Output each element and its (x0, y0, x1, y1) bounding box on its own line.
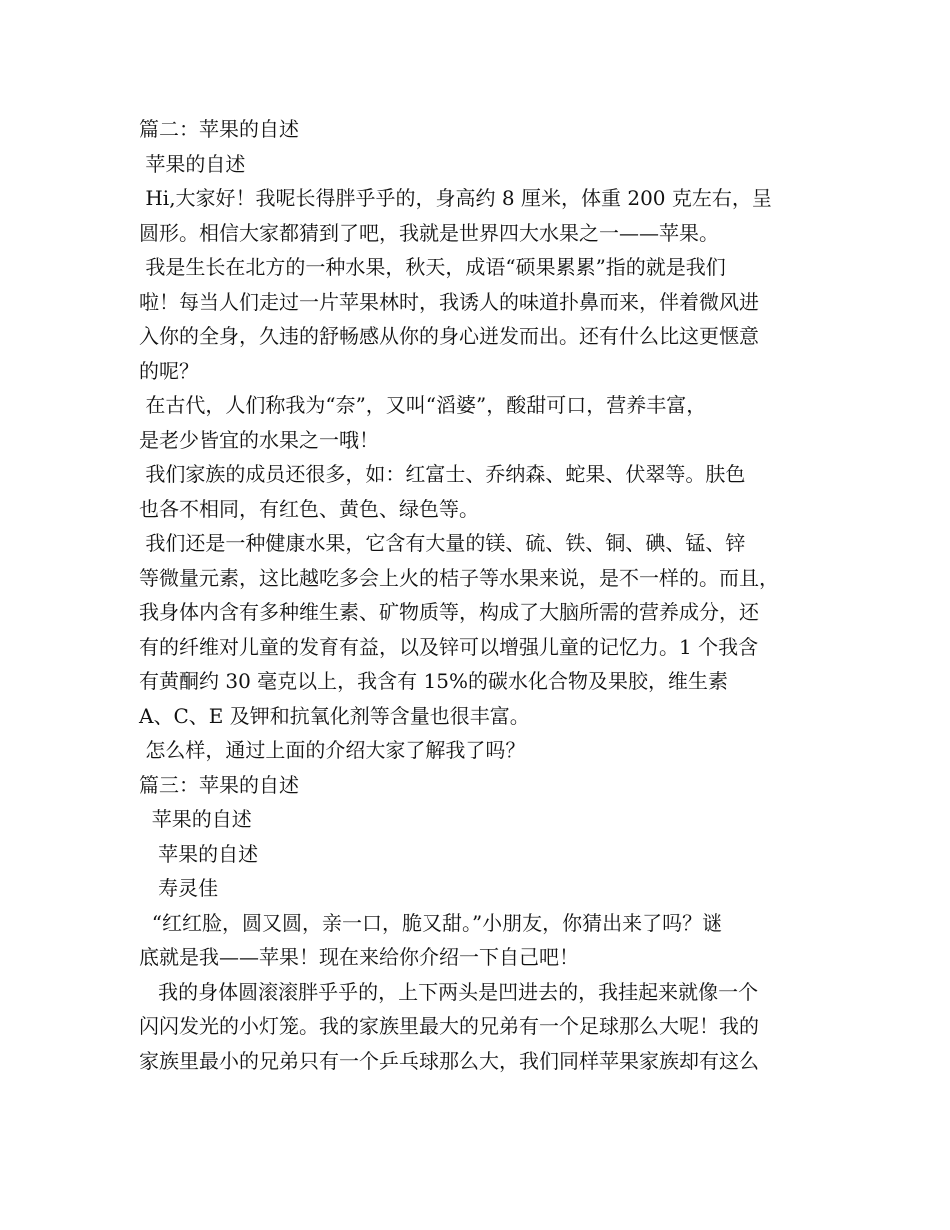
article-title: 苹果的自述 (139, 841, 259, 866)
section-heading: 篇三：苹果的自述 (139, 772, 299, 797)
paragraph-line: 在古代，人们称我为“奈”，又叫“滔婆”，酸甜可口，营养丰富， (139, 393, 707, 417)
section-heading: 篇二：苹果的自述 (139, 117, 299, 141)
paragraph-line: 入你的全身，久违的舒畅感从你的身心迸发而出。还有什么比这更惬意 (139, 324, 759, 348)
section-subtitle: 苹果的自述 (139, 807, 252, 831)
paragraph-line: 我们还是一种健康水果，它含有大量的镁、硫、铁、铜、碘、锰、锌 (139, 531, 746, 555)
paragraph-line: 闪闪发光的小灯笼。我的家族里最大的兄弟有一个足球那么大呢！我的 (139, 1014, 759, 1038)
paragraph-line: 怎么样，通过上面的介绍大家了解我了吗？ (139, 738, 526, 762)
paragraph-line: 圆形。相信大家都猜到了吧，我就是世界四大水果之一——苹果。 (139, 220, 719, 245)
document-page (139, 112, 819, 1078)
paragraph-line: Hi,大家好！我呢长得胖乎乎的，身高约 8 厘米，体重 200 克左右，呈 (139, 186, 772, 210)
paragraph-line: 我是生长在北方的一种水果，秋天，成语“硕果累累”指的就是我们 (139, 255, 726, 279)
paragraph-line: A、C、E 及钾和抗氧化剂等含量也很丰富。 (139, 703, 530, 728)
paragraph-line: 是老少皆宜的水果之一哦！ (139, 427, 379, 452)
paragraph-line: 有黄酮约 30 毫克以上，我含有 15%的碳水化合物及果胶，维生素 (139, 669, 728, 693)
paragraph-line: “红红脸，圆又圆，亲一口，脆又甜。”小朋友，你猜出来了吗？谜 (139, 910, 723, 935)
paragraph-line: 我们家族的成员还很多，如：红富士、乔纳森、蛇果、伏翠等。肤色 (139, 462, 746, 486)
paragraph-line: 等微量元素，这比越吃多会上火的桔子等水果来说，是不一样的。而且， (139, 565, 779, 590)
paragraph-line: 有的纤维对儿童的发育有益，以及锌可以增强儿童的记忆力。1 个我含 (139, 634, 759, 659)
paragraph-line: 我身体内含有多种维生素、矿物质等，构成了大脑所需的营养成分，还 (139, 600, 759, 624)
paragraph-line: 也各不相同，有红色、黄色、绿色等。 (139, 496, 479, 521)
paragraph-line: 啦！每当人们走过一片苹果林时，我诱人的味道扑鼻而来，伴着微风进 (139, 289, 759, 314)
paragraph-line: 底就是我——苹果！现在来给你介绍一下自己吧！ (139, 945, 579, 969)
paragraph-line: 家族里最小的兄弟只有一个乒乓球那么大，我们同样苹果家族却有这么 (139, 1048, 759, 1073)
author-name: 寿灵佳 (139, 876, 219, 900)
paragraph-line: 我的身体圆滚滚胖乎乎的，上下两头是凹进去的，我挂起来就像一个 (139, 979, 759, 1004)
paragraph-line: 的呢？ (139, 358, 199, 383)
section-subtitle: 苹果的自述 (139, 151, 246, 176)
